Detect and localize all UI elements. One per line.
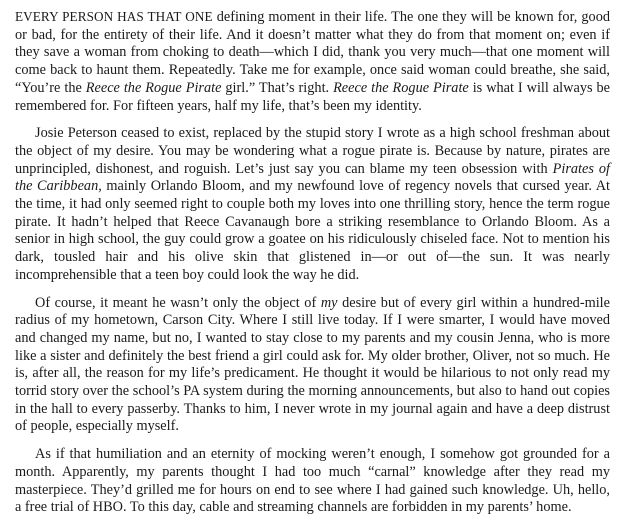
- italic-title: Pirates of the Caribbean: [15, 160, 611, 195]
- text-run: girl.” That’s right.: [221, 79, 334, 96]
- chapter-lead-in: EVERY PERSON HAS THAT ONE: [15, 9, 213, 24]
- paragraph-2: [15, 125, 610, 284]
- text-run: is what I will always be remembered for. For fifteen years, half my life, that’s been my identity.: [15, 79, 610, 114]
- text-run: , mainly Orlando Bloom, and my newfound love of regency novels that cursed year. At the time, it had only seemed right to couple both my loves into one thrilling story, hence the term rogue pirate. It hadn’t helped that Reece Cavanaugh bore a striking resemblance to Orlando Bloom. As a senior in high school, the guy could grow a goatee on his ridiculously chiseled face. Not to mention his dark, tousled hair and his olive skin that glistened in—or out of—the sun. It was nearly incomprehensible that a teen boy could look the way he did.: [15, 178, 611, 283]
- text-run: Of course, it meant he wasn’t only the object of: [35, 294, 321, 311]
- italic-title: Reece the Rogue Pirate: [333, 79, 469, 96]
- italic-title: Reece the Rogue Pirate: [85, 79, 222, 96]
- paragraph-4: [15, 446, 610, 517]
- paragraph-1: [15, 8, 610, 115]
- text-run: defining moment in their life. The one they will be known for, good or bad, for the entirety of their life. And it doesn’t matter what they do from that moment on; even if they save a woman from choking to death—which I did, thank you very much—that one moment will come back to haunt them. Repeatedly. Take me for example, once said woman could breathe, she said, “You’re the: [15, 9, 610, 96]
- paragraph-3: [15, 295, 610, 437]
- text-run: desire but of every girl within a hundred-mile radius of my hometown, Carson City. Where I still live today. If I were smarter, I would have moved and changed my name, but no, I wanted to stay close to my parents and my cousin Jenna, who is more like a sister and definitely the best friend a girl could ask for. My older brother, Oliver, not so much. He is, after all, the reason for my life’s predicament. He thought it would be hilarious to not only read my torrid story over the school’s PA system during the morning announcements, but also to hand out copies in the hall to every passerby. Thanks to him, I never wrote in my journal again and have a deep distrust of people, especially myself.: [15, 294, 611, 435]
- text-run: As if that humiliation and an eternity of mocking weren’t enough, I somehow got grounded for a month. Apparently, my parents thought I had too much “carnal” knowledge after they read my masterpiece. They’d grilled me for hours on end to see where I had gained such knowledge. Uh, hello, a free trial of HBO. To this day, cable and streaming channels are forbidden in my parents’ home.: [15, 446, 610, 516]
- italic-emphasis: my: [320, 294, 338, 311]
- text-run: Josie Peterson ceased to exist, replaced by the stupid story I wrote as a high school freshman about the object of my desire. You may be wondering what a rogue pirate is. Because by nature, pirates are unprincipled, dishonest, and roguish. Let’s just say you can blame my teen obsession with: [15, 125, 610, 177]
